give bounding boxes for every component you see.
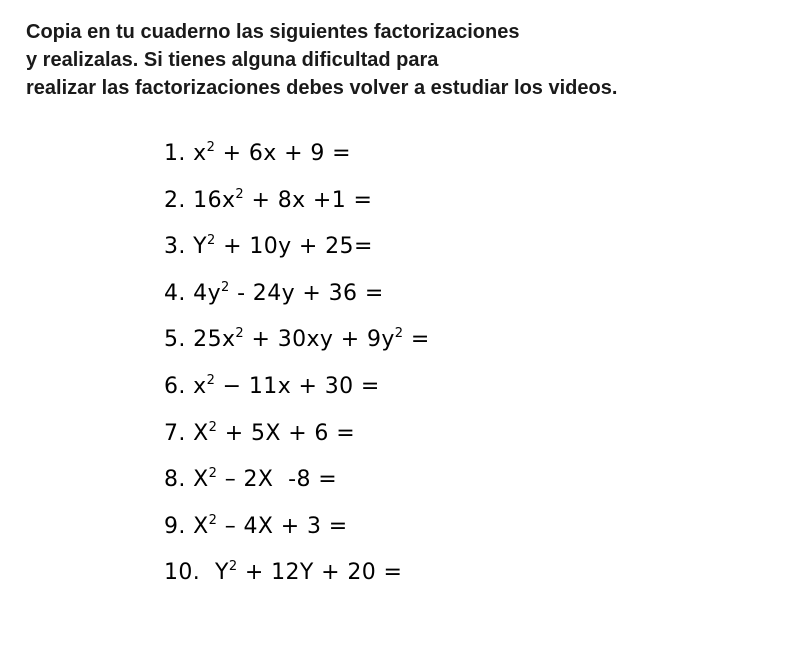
exercise-item <box>164 369 430 416</box>
exercise-text: – 2X -8 = <box>217 467 338 493</box>
exponent: 2 <box>235 186 245 202</box>
exercise-text: + 30xy + 9y <box>244 327 395 353</box>
exercise-text: 8. X <box>164 467 209 493</box>
exponent: 2 <box>208 466 218 482</box>
exercise-text: 4. 4y <box>164 280 221 306</box>
exercise-text: – 4X + 3 = <box>217 513 348 539</box>
exponent: 2 <box>221 279 230 295</box>
exponent: 2 <box>228 559 238 575</box>
exercise-item <box>164 276 430 323</box>
exercise-text: 7. X <box>164 420 209 446</box>
exercise-text: + 6x + 9 = <box>215 141 351 166</box>
exercise-item <box>164 462 430 509</box>
exponent: 2 <box>206 372 216 388</box>
exponent: 2 <box>206 140 216 155</box>
exponent: 2 <box>208 512 218 528</box>
exercise-text: − 11x + 30 = <box>215 373 380 399</box>
exercise-text: 3. Y <box>164 234 208 260</box>
instructions-text <box>26 18 766 102</box>
exercise-item <box>164 136 430 183</box>
exercise-item <box>164 183 430 230</box>
exercise-text: 9. X <box>164 513 209 539</box>
exercise-text: 1. x <box>164 141 207 166</box>
exercise-list <box>164 136 430 602</box>
exponent: 2 <box>208 419 218 435</box>
exercise-item <box>164 229 430 276</box>
exercise-item <box>164 509 430 556</box>
exercise-text: 10. Y <box>164 560 229 586</box>
exercise-item <box>164 555 430 602</box>
instruction-line: Copia en tu cuaderno las siguientes factorizaciones <box>26 21 520 43</box>
exercise-item <box>164 416 430 463</box>
exponent: 2 <box>235 326 245 342</box>
exercise-text: + 12Y + 20 = <box>237 560 403 586</box>
exponent: 2 <box>394 326 404 342</box>
exercise-text: 5. 25x <box>164 327 236 353</box>
exercise-text: 2. 16x <box>164 187 236 213</box>
instruction-line: realizar las factorizaciones debes volver a estudiar los videos. <box>26 77 618 99</box>
instruction-line: y realizalas. Si tienes alguna dificultad para <box>26 49 439 71</box>
exercise-text: 6. x <box>164 373 207 399</box>
exercise-text: - 24y + 36 = <box>229 280 384 306</box>
exercise-text: + 5X + 6 = <box>217 420 356 446</box>
exercise-text: = <box>403 327 430 353</box>
exercise-text: + 10y + 25= <box>215 234 373 260</box>
exercise-text: + 8x +1 = <box>244 187 373 213</box>
exercise-item <box>164 322 430 369</box>
exponent: 2 <box>207 233 216 249</box>
